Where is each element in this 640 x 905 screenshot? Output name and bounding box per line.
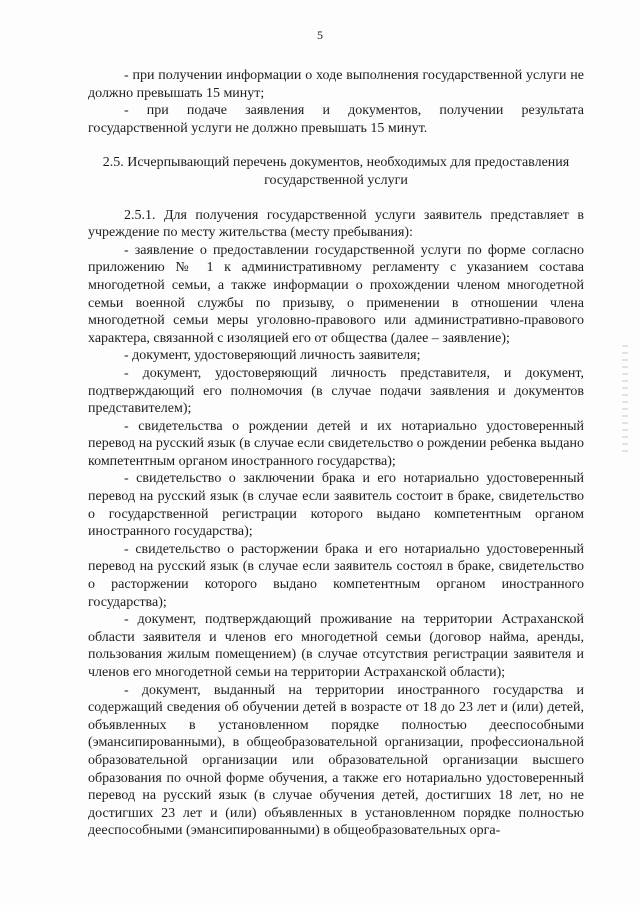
paragraph-2-5-1: 2.5.1. Для получения государственной услуги заявитель представляет в учреждение по месту жительства (месту пребывания): [88,207,584,241]
page-number: 5 [317,28,323,42]
list-item-application: - заявление о предоставлении государственной услуги по форме согласно приложению № 1 к административному регламенту с указанием состава многодетной семьи, а также информации о прохождении членом многодетной семьи военной службы по призыву, о применении в отношении члена многодетной семьи меры уголовно-правового или административно-правового характера, связанной с изоляцией его от общества (далее – заявление); [88,242,584,346]
list-item-divorce-certificate: - свидетельство о расторжении брака и его нотариально удостоверенный перевод на русский язык (в случае если заявитель состоял в браке, свидетельство о расторжении которого выдано компетентным органом иностранного государства); [88,541,584,610]
list-item-education-document: - документ, выданный на территории иностранного государства и содержащий сведения об обучении детей в возрасте от 18 до 23 лет и (или) детей, объявленных в установленном порядке полностью дееспособными (эмансипированными), в общеобразовательной организации, профессиональной образовательной организации или образовательной организации высшего образования по очной форме обучения, а также его нотариально удостоверенный перевод на русский язык (в случае обучения детей, достигших 18 лет, но не достигших 23 лет и (или) объявленных в установленном порядке полностью дееспособными (эмансипированными) в общеобразовательных орга- [88,682,584,839]
paragraph-submission-time: - при подаче заявления и документов, получении результата государственной услуги не должно превышать 15 минут. [88,103,584,136]
paragraph-info-time: - при получении информации о ходе выполнения государственной услуги не должно превышать 15 минут; [88,68,584,101]
list-item-residence-document: - документ, подтверждающий проживание на территории Астраханской области заявителя и членов его многодетной семьи (договор найма, аренды, пользования жилым помещением) (в случае отсутствия регистрации заявителя и членов его многодетной семьи на территории Астраханской области); [88,612,584,680]
list-item-applicant-id: - документ, удостоверяющий личность заявителя; [124,348,421,364]
list-item-birth-certificates: - свидетельства о рождении детей и их нотариально удостоверенный перевод на русский язык (в случае если свидетельство о рождении ребенка выдано компетентным органом иностранного государства); [88,418,584,469]
document-body [88,67,584,840]
scan-artifact [622,345,628,455]
list-item-marriage-certificate: - свидетельство о заключении брака и его нотариально удостоверенный перевод на русский язык (в случае если заявитель состоит в браке, свидетельство о государственной регистрации которого выдано компетентным органом иностранного государства); [88,471,584,540]
section-heading-2-5: 2.5. Исчерпывающий перечень документов, необходимых для предоставления государственной услуги [102,155,570,188]
list-item-representative-id: - документ, удостоверяющий личность представителя, и документ, подтверждающий его полномочия (в случае подачи заявления и документов представителем); [88,365,584,417]
